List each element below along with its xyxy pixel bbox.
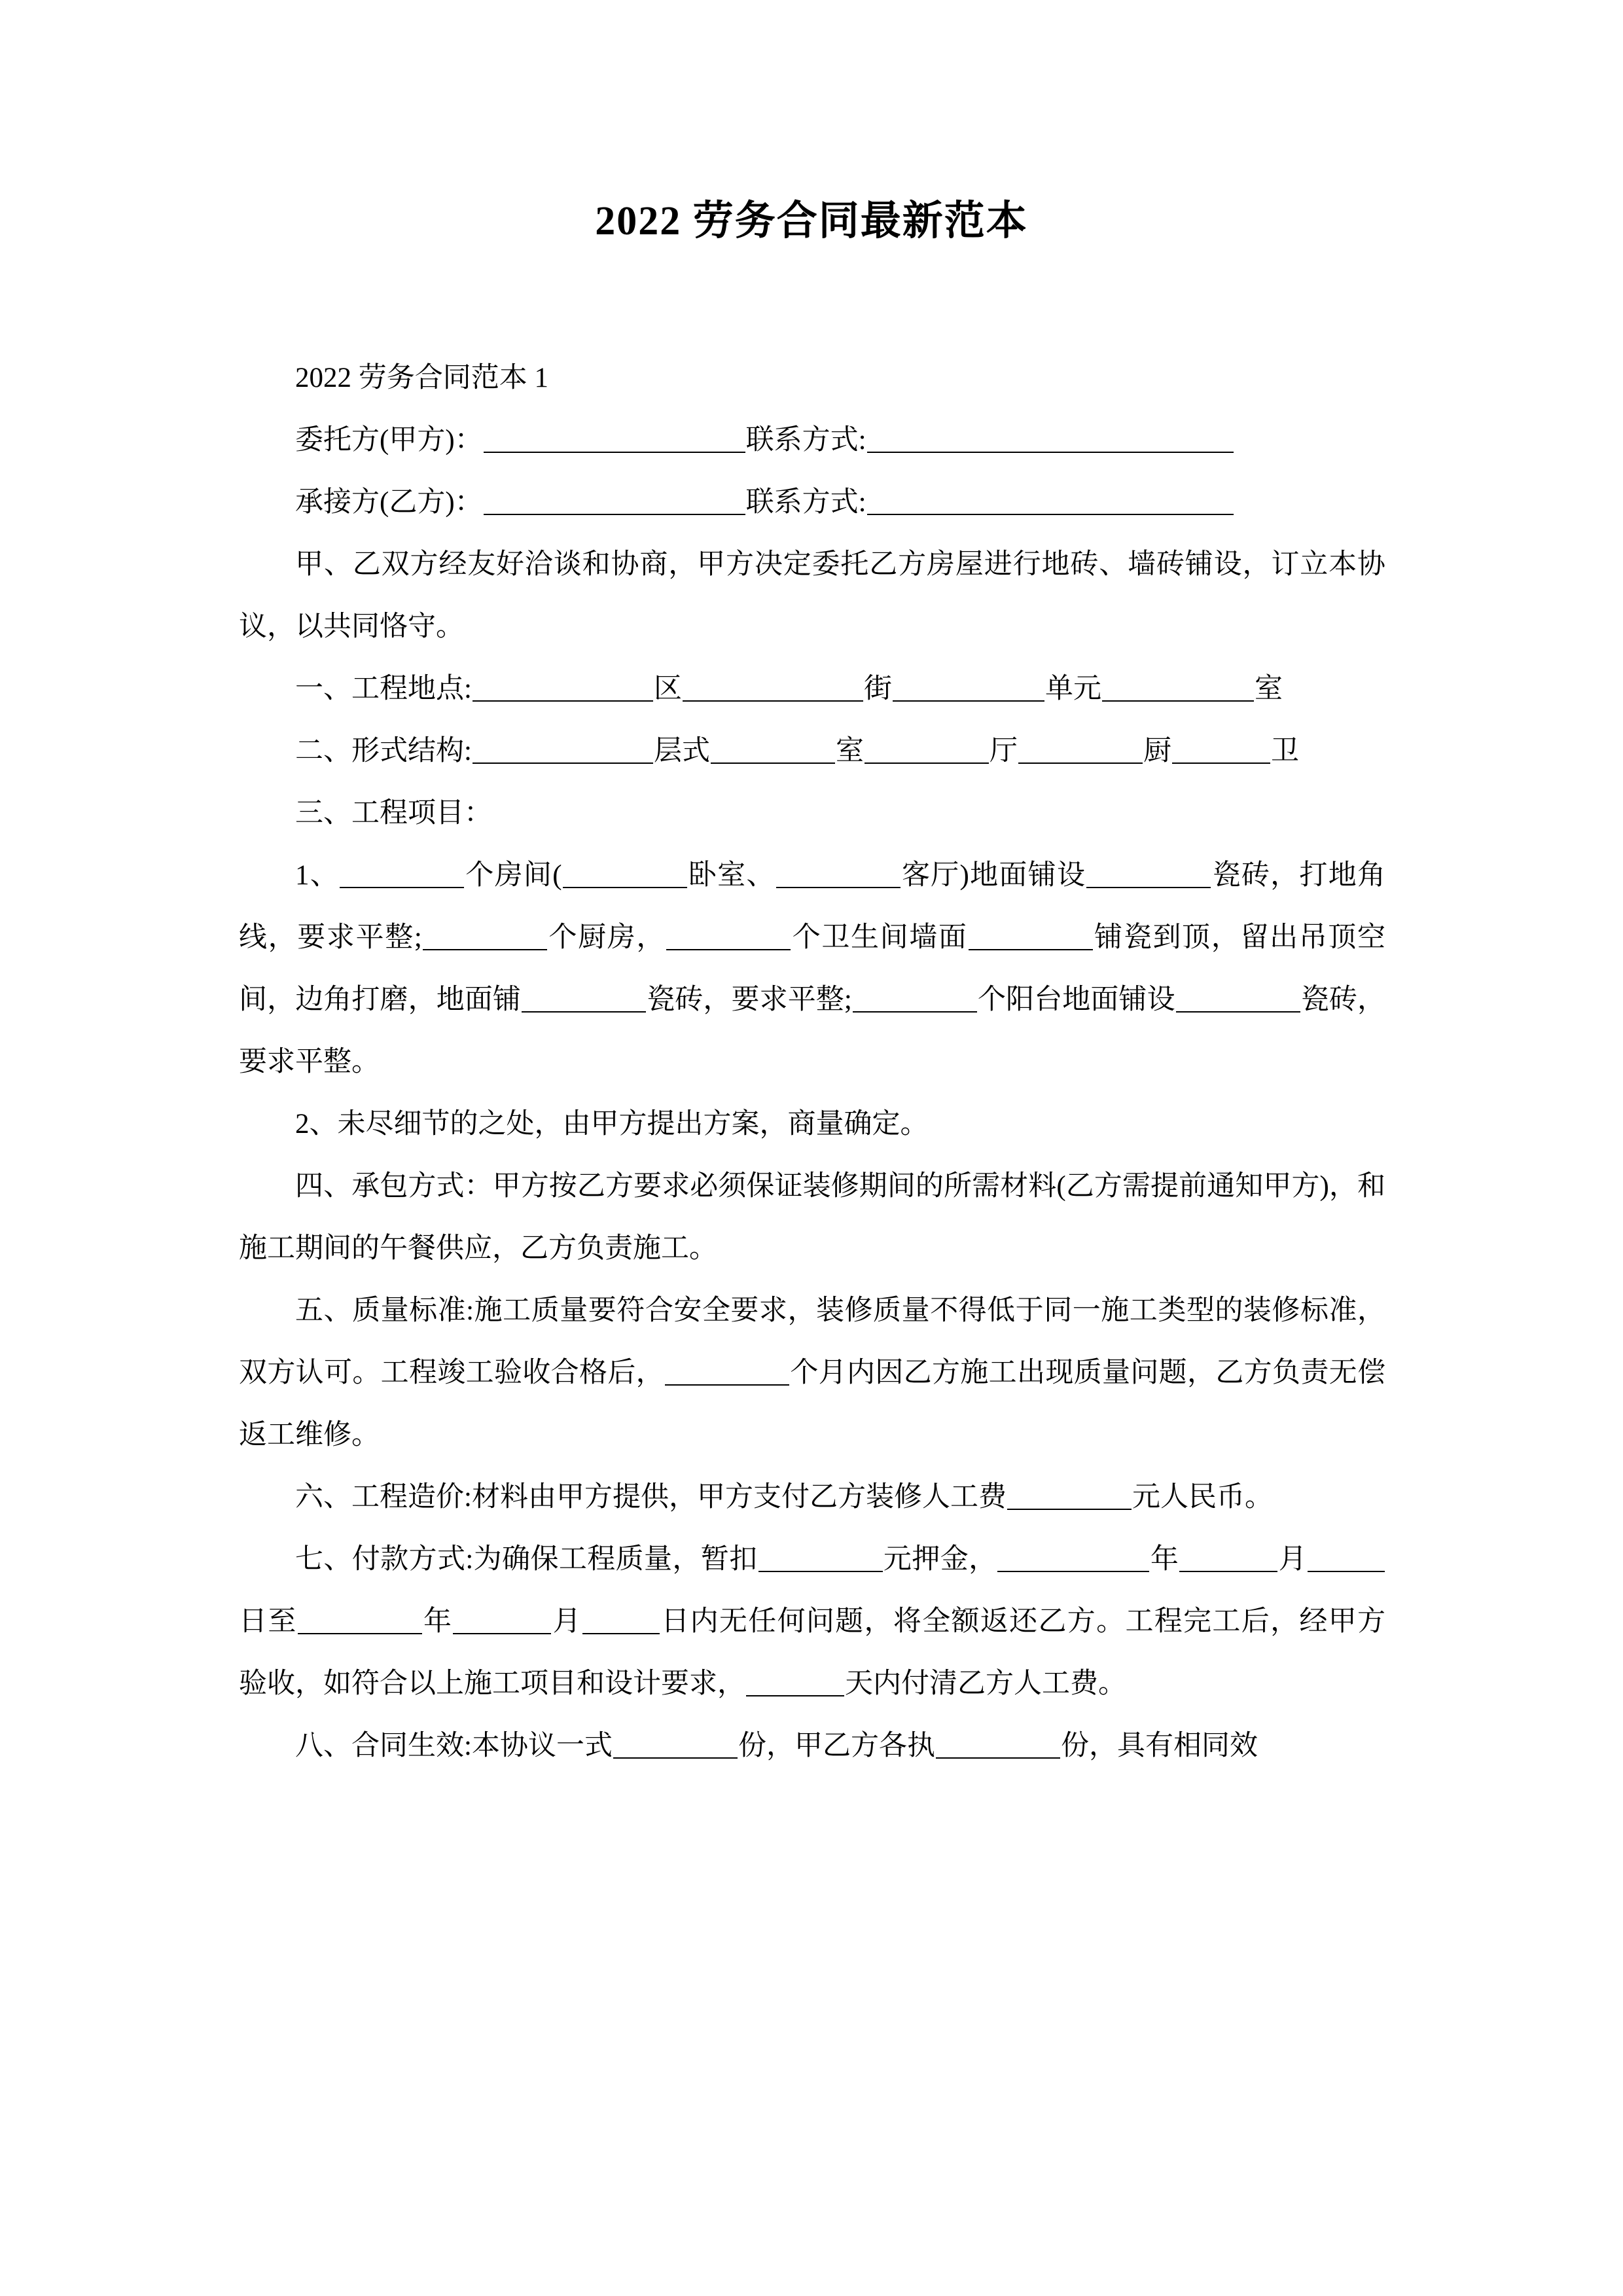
- clause-1-seg-district: 区: [653, 673, 682, 704]
- deposit-start-year-blank[interactable]: [997, 1546, 1149, 1572]
- clause-4-contracting: [239, 1155, 1385, 1280]
- clause-8-part-0: 本协议一式: [471, 1731, 613, 1761]
- clause-2-seg-bath: 卫: [1270, 736, 1299, 766]
- clause-3-item-1: [239, 844, 1385, 1093]
- clause-7-part-2: 年: [1150, 1544, 1179, 1575]
- clause-6-text-before: 材料由甲方提供，甲方支付乙方装修人工费: [471, 1482, 1007, 1513]
- clause-6-cost: [239, 1466, 1385, 1528]
- contractor-party-line: [239, 471, 1385, 533]
- clause-2-number: 二、: [295, 736, 351, 766]
- bath-floor-text: 瓷砖，要求平整;: [647, 984, 852, 1015]
- clause-5-heading: 质量标准:: [352, 1295, 474, 1326]
- client-name-blank[interactable]: [484, 427, 745, 453]
- balcony-tile-blank[interactable]: [1176, 986, 1300, 1013]
- clause-7-payment: [239, 1528, 1385, 1715]
- clause-7-part-4: 日至: [239, 1606, 297, 1637]
- balcony-text: 个阳台地面铺设: [977, 984, 1175, 1015]
- clause-1-unit-blank[interactable]: [893, 675, 1044, 702]
- deposit-start-month-blank[interactable]: [1179, 1546, 1277, 1572]
- clause-6-heading: 工程造价:: [351, 1482, 472, 1513]
- clause-2-floor-blank[interactable]: [473, 738, 653, 764]
- clause-3-item-2-text: 未尽细节的之处，由甲方提出方案，商量确定。: [337, 1109, 929, 1139]
- clause-3-item-2: [239, 1093, 1385, 1155]
- clause-7-part-1: 元押金，: [883, 1544, 997, 1575]
- bedroom-text: 卧室、: [687, 860, 776, 891]
- clause-2-seg-kitchen: 厨: [1143, 736, 1171, 766]
- contractor-name-blank[interactable]: [484, 489, 745, 515]
- balcony-count-blank[interactable]: [853, 986, 977, 1013]
- wall-tile-blank[interactable]: [969, 924, 1093, 950]
- clause-2-hall-blank[interactable]: [865, 738, 989, 764]
- clause-2-seg-floor: 层式: [653, 736, 710, 766]
- kitchen-text: 个厨房，: [547, 922, 666, 953]
- clause-1-room-blank[interactable]: [1102, 675, 1254, 702]
- clause-5-text-after: 个月内因乙方施工出现质量问题，乙方负责无偿返工维修。: [239, 1357, 1385, 1450]
- clause-2-bath-blank[interactable]: [1172, 738, 1270, 764]
- clause-5-number: 五、: [295, 1295, 353, 1326]
- deposit-end-day-blank[interactable]: [582, 1608, 660, 1634]
- payment-days-blank[interactable]: [746, 1670, 844, 1696]
- clause-1-location: [239, 658, 1385, 720]
- client-contact-label: 联系方式:: [745, 425, 866, 456]
- clause-1-heading: 工程地点:: [351, 673, 472, 704]
- clause-3-project-heading: [239, 782, 1385, 844]
- clause-7-part-7: 日内无任何问题，将全额返还乙方。工程完工后，经甲方验收，如符合以上施工项目和设计要求，: [239, 1606, 1386, 1699]
- copies-each-blank[interactable]: [936, 1732, 1060, 1759]
- clause-7-part-8: 天内付清乙方人工费。: [845, 1668, 1126, 1699]
- clause-1-street-blank[interactable]: [683, 675, 863, 702]
- copies-total-blank[interactable]: [613, 1732, 738, 1759]
- clause-1-number: 一、: [295, 673, 351, 704]
- clause-8-effectiveness: [239, 1715, 1385, 1777]
- bathroom-count-blank[interactable]: [666, 924, 791, 950]
- deposit-start-day-blank[interactable]: [1308, 1546, 1385, 1572]
- clause-3-item-2-number: 2、: [295, 1109, 338, 1139]
- clause-1-district-blank[interactable]: [473, 675, 653, 702]
- room-count-blank[interactable]: [340, 862, 464, 888]
- clause-1-seg-room: 室: [1254, 673, 1283, 704]
- document-body: [239, 347, 1385, 1777]
- page-title: 2022 劳务合同最新范本: [595, 199, 1028, 243]
- clause-7-number: 七、: [295, 1544, 352, 1575]
- kitchen-count-blank[interactable]: [423, 924, 547, 950]
- clause-3-item-1-number: 1、: [295, 860, 340, 891]
- floor-tile-text: 瓷砖，打地角线，要求平整;: [239, 860, 1386, 953]
- bathroom-text: 个卫生间墙面: [791, 922, 968, 953]
- livingroom-count-blank[interactable]: [776, 862, 901, 888]
- clause-8-heading: 合同生效:: [351, 1731, 472, 1761]
- client-contact-blank[interactable]: [867, 427, 1234, 453]
- clause-2-bedroom-blank[interactable]: [711, 738, 835, 764]
- bedroom-count-blank[interactable]: [563, 862, 687, 888]
- clause-3-number: 三、: [295, 798, 351, 829]
- deposit-end-month-blank[interactable]: [453, 1608, 551, 1634]
- clause-8-part-1: 份，甲乙方各执: [738, 1731, 935, 1761]
- clause-4-heading: 承包方式：: [351, 1171, 493, 1202]
- clause-1-seg-unit: 单元: [1044, 673, 1101, 704]
- bath-floor-tile-blank[interactable]: [522, 986, 646, 1013]
- client-label: 委托方(甲方)：: [295, 425, 483, 456]
- labor-fee-blank[interactable]: [1007, 1484, 1132, 1510]
- warranty-months-blank[interactable]: [665, 1359, 789, 1386]
- contractor-contact-label: 联系方式:: [745, 487, 866, 518]
- subheading-paragraph: [239, 347, 1385, 409]
- clause-2-seg-bedroom: 室: [835, 736, 864, 766]
- clause-8-part-2: 份，具有相同效: [1060, 1731, 1258, 1761]
- clause-7-part-3: 月: [1278, 1544, 1308, 1575]
- clause-5-quality: [239, 1280, 1385, 1466]
- balcony-tile-text: 瓷砖，要求平整。: [239, 984, 1386, 1077]
- clause-2-seg-hall: 厅: [989, 736, 1018, 766]
- subheading-text: 2022 劳务合同范本 1: [295, 363, 548, 393]
- room-count-text: 个房间(: [465, 860, 562, 891]
- contractor-label: 承接方(乙方)：: [295, 487, 483, 518]
- clause-4-text: 甲方按乙方要求必须保证装修期间的所需材料(乙方需提前通知甲方)，和施工期间的午餐供应，乙方负责施工。: [239, 1171, 1386, 1264]
- clause-7-part-6: 月: [552, 1606, 582, 1637]
- clause-2-heading: 形式结构:: [351, 736, 472, 766]
- preamble-paragraph: [239, 533, 1385, 658]
- clause-5-text-before: 施工质量要符合安全要求，装修质量不得低于同一施工类型的装修标准，双方认可。工程竣工验收合格后，: [239, 1295, 1386, 1388]
- wall-tile-text: 铺瓷到顶，留出吊顶空间，边角打磨，地面铺: [239, 922, 1386, 1015]
- deposit-end-year-blank[interactable]: [298, 1608, 422, 1634]
- clause-7-heading: 付款方式:: [351, 1544, 474, 1575]
- clause-6-text-after: 元人民币。: [1132, 1482, 1273, 1513]
- clause-1-seg-street: 街: [863, 673, 892, 704]
- clause-4-number: 四、: [295, 1171, 352, 1202]
- clause-2-structure: [239, 720, 1385, 782]
- clause-8-number: 八、: [295, 1731, 351, 1761]
- contractor-contact-blank[interactable]: [867, 489, 1234, 515]
- clause-7-part-0: 为确保工程质量，暂扣: [473, 1544, 758, 1575]
- clause-6-number: 六、: [295, 1482, 351, 1513]
- clause-3-heading: 工程项目：: [351, 798, 492, 829]
- preamble-text: 甲、乙双方经友好洽谈和协商，甲方决定委托乙方房屋进行地砖、墙砖铺设，订立本协议，以共同恪守。: [239, 549, 1385, 642]
- livingroom-text: 客厅)地面铺设: [901, 860, 1086, 891]
- clause-2-kitchen-blank[interactable]: [1018, 738, 1143, 764]
- floor-tile-blank[interactable]: [1086, 862, 1211, 888]
- clause-7-part-5: 年: [422, 1606, 453, 1637]
- client-party-line: [239, 409, 1385, 471]
- deposit-amount-blank[interactable]: [758, 1546, 883, 1572]
